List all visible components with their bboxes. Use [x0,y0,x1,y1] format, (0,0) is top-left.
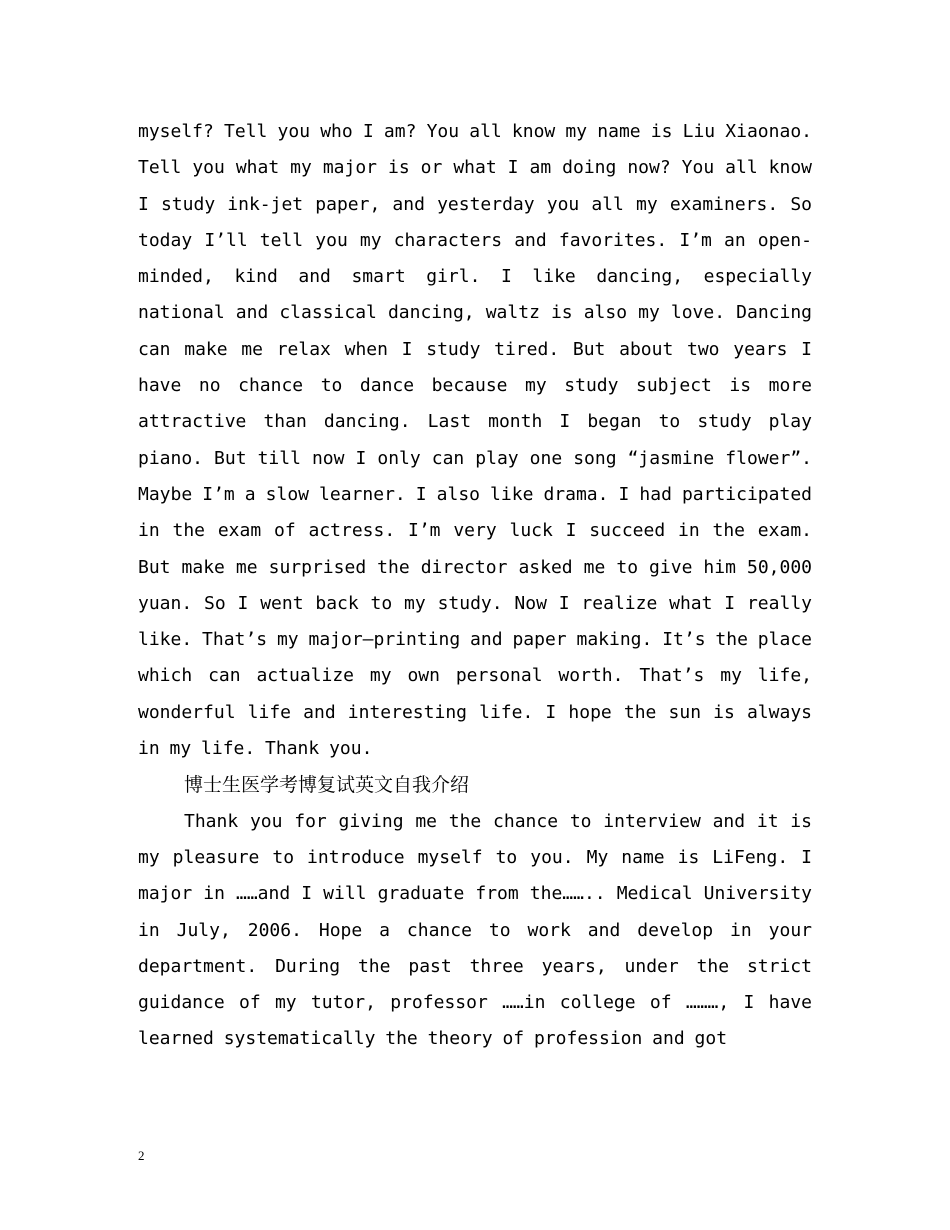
paragraph-medical-introduction: Thank you for giving me the chance to interview and it is my pleasure to introduce myself to you. My name is LiFeng. I major in ……and I will graduate from the…….. Medical University in July, 2006. Hope a chance to work and develop in your department. During the past three years, under the strict guidance of my tutor, professor ……in college of ………, I have learned systematically the theory of profession and got [138,810,812,1050]
document-body [138,114,812,1058]
page-number: 2 [138,1148,145,1163]
paragraph-self-introduction-continued: myself? Tell you who I am? You all know my name is Liu Xiaonao. Tell you what my major is or what I am doing now? You all know I study ink-jet paper, and yesterday you all my examiners. So today I’ll tell you my characters and favorites. I’m an open-minded, kind and smart girl. I like dancing, especially national and classical dancing, waltz is also my love. Dancing can make me relax when I study tired. But about two years I have no chance to dance because my study subject is more attractive than dancing. Last month I began to study play piano. But till now I only can play one song “jasmine flower”. Maybe I’m a slow learner. I also like drama. I had participated in the exam of actress. I’m very luck I succeed in the exam. But make me surprised the director asked me to give him 50,000 yuan. So I went back to my study. Now I realize what I really like. That’s my major—printing and paper making. It’s the place which can actualize my own personal worth. That’s my life, wonderful life and interesting life. I hope the sun is always in my life. Thank you. [138,121,812,760]
section-heading: 博士生医学考博复试英文自我介绍 [184,774,470,797]
